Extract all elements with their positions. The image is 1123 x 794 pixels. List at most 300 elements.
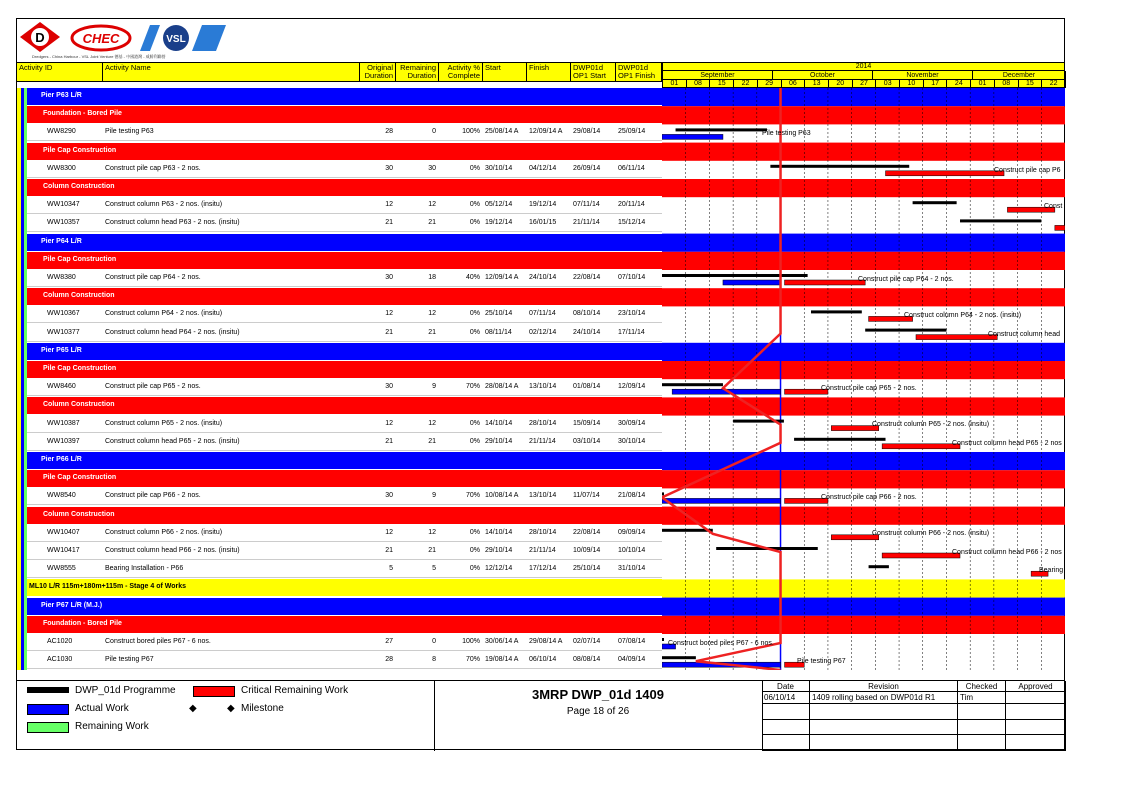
cell-start: 29/10/14 [485,437,513,445]
col-op1-start: DWP01d OP1 Start [571,63,616,81]
cell-pct: 0% [469,437,480,445]
wbs-subheader [27,143,662,160]
gantt-band [662,234,1065,252]
revision-empty-cell [958,720,1006,736]
activity-row [27,652,662,669]
actual-bar [662,134,723,139]
revision-cell: Tim [958,692,1006,704]
cell-pct: 0% [469,201,480,209]
cell-name: Construct column head P63 - 2 nos. (insitu) [105,219,240,227]
wbs-header [27,88,662,105]
cell-id: WW8290 [47,128,76,136]
cell-op1s: 24/10/14 [573,328,601,336]
col-remaining-duration: Remaining Duration [396,63,439,81]
cell-orig: 28 [385,128,393,136]
cell-id: WW10387 [47,419,80,427]
cell-name: Pile testing P63 [105,128,154,136]
cell-orig: 30 [385,383,393,391]
gantt-band [662,88,1065,106]
band-label: Pier P63 L/R [41,92,82,99]
gantt-label: Construct pile cap P6 [994,167,1061,174]
cell-start: 05/12/14 [485,201,513,209]
band-label: Pier P64 L/R [41,237,82,245]
cell-id: WW10367 [47,310,80,318]
cell-pct: 0% [469,219,480,227]
wbs-subheader [27,106,662,123]
programme-bar [960,219,1041,222]
activity-row [27,488,662,505]
cell-op1s: 26/09/14 [573,164,601,172]
cell-id: WW8300 [47,164,76,172]
cell-finish: 13/10/14 [529,383,557,391]
activity-row [27,215,662,232]
gantt-chart [662,88,1065,670]
cell-start: 19/08/14 A [485,656,519,664]
cell-orig: 30 [385,164,393,172]
programme-bar [865,329,946,332]
cell-id: WW10347 [47,201,80,209]
activity-row [27,561,662,578]
cell-orig: 12 [385,419,393,427]
cell-op1s: 01/08/14 [573,383,601,391]
programme-bar [869,565,889,568]
cell-orig: 27 [385,638,393,645]
cell-pct: 0% [469,164,480,172]
cell-start: 25/10/14 [485,310,513,318]
logo-area [18,20,658,62]
revision-empty-cell [1006,720,1066,736]
cell-orig: 12 [385,310,393,318]
cell-rem: 18 [428,274,436,281]
diamond-icon: ◆ [189,703,197,714]
gantt-band [662,143,1065,161]
gantt-label: Construct pile cap P65 - 2 nos. [821,385,917,392]
revision-header: Date [762,681,810,692]
gantt-label: Construct column head P66 - 2 nos [952,549,1062,556]
cell-orig: 12 [385,528,393,536]
gantt-label: Construct column P66 - 2 nos. (insitu) [872,530,990,537]
band-label: Pier P65 L/R [41,346,82,354]
band-label: Pile Cap Construction [43,146,117,154]
gantt-label: Const [1044,203,1063,210]
cell-orig: 30 [385,274,393,281]
cell-op1f: 21/08/14 [618,492,646,500]
cell-op1s: 08/10/14 [573,310,601,318]
cell-op1f: 30/10/14 [618,437,646,445]
col-finish: Finish [527,63,571,81]
programme-bar [662,638,664,641]
footer-legend [17,680,1065,751]
title-box [434,681,763,751]
critical-bar [882,553,960,558]
cell-name: Construct column P65 - 2 nos. (insitu) [105,419,223,427]
programme-bar [794,438,885,441]
revision-header: Checked [958,681,1006,692]
timeline-year: 2014 [663,63,1064,71]
timeline-day: 20 [829,80,853,88]
cell-rem: 12 [428,310,436,318]
cell-rem: 0 [432,128,436,136]
timeline-day: 10 [900,80,924,88]
cell-id: WW10417 [47,547,80,554]
cell-id: WW8555 [47,565,76,573]
cell-name: Construct column P66 - 2 nos. (insitu) [105,528,223,536]
cell-id: WW10397 [47,437,80,445]
cell-op1f: 09/09/14 [618,528,646,536]
col-start: Start [483,63,527,81]
wbs-header [27,343,662,360]
cell-finish: 19/12/14 [529,201,557,209]
revision-empty-cell [958,735,1006,751]
chec-logo [70,23,132,53]
svg-text:D: D [35,30,45,45]
cell-rem: 21 [428,547,436,554]
wbs-subheader [27,507,662,524]
timeline-day: 29 [758,80,782,88]
timeline-month: September [663,71,773,80]
timeline-month: December [973,71,1066,80]
cell-rem: 9 [432,383,436,391]
col-percent-complete: Activity % Complete [439,63,483,81]
revision-header: Approved [1006,681,1066,692]
drawing-title: 3MRP DWP_01d 1409 [532,687,664,702]
band-label: Foundation - Bored Pile [43,619,122,627]
legend-remaining: Remaining Work [75,721,149,732]
timeline-day: 24 [947,80,971,88]
svg-text:CHEC: CHEC [82,31,120,46]
gantt-label: Pile testing P67 [797,658,846,665]
cell-orig: 30 [385,492,393,500]
col-op1-finish: DWP01d OP1 Finish [616,63,662,81]
legend-box [17,681,435,751]
cell-op1f: 20/11/14 [618,201,645,209]
cell-finish: 29/08/14 A [529,638,563,645]
cell-orig: 21 [385,219,393,227]
cell-name: Construct column head P64 - 2 nos. (insitu) [105,328,240,336]
col-activity-id: Activity ID [17,63,103,81]
band-label: Column Construction [43,401,115,409]
cell-name: Construct pile cap P64 - 2 nos. [105,274,201,281]
svg-text:VSL: VSL [166,34,186,45]
cell-op1s: 08/08/14 [573,656,601,664]
timeline-day: 13 [805,80,829,88]
gantt-label: Construct column head P65 - 2 nos [952,440,1062,447]
gantt-band [662,288,1065,306]
critical-bar [886,171,1005,176]
revision-empty-cell [810,735,958,751]
timeline-day: 17 [924,80,948,88]
band-label: ML10 L/R 115m+180m+115m - Stage 4 of Works [29,583,187,591]
cell-op1s: 03/10/14 [573,437,601,445]
activity-row [27,416,662,433]
company-caption: Dredgers - China Harbour - VSL Joint Venture 德基 - 中國港灣 - 威勝利聯營 [32,54,166,59]
gantt-band [662,616,1065,634]
cell-pct: 0% [469,565,480,573]
band-label: Pile Cap Construction [43,474,117,482]
timeline-day: 22 [734,80,758,88]
cell-finish: 16/01/15 [529,219,557,227]
cell-rem: 9 [432,492,436,500]
programme-bar [662,656,696,659]
gantt-label: Construct bored piles P67 - 6 nos. [668,640,774,647]
programme-bar [662,274,808,277]
cell-id: WW10377 [47,328,80,336]
timeline-day: 15 [1019,80,1043,88]
cell-pct: 40% [465,274,480,281]
cell-id: AC1030 [47,656,73,664]
gantt-band [662,106,1065,124]
cell-start: 29/10/14 [485,547,513,554]
activity-row [27,270,662,287]
revision-empty-cell [762,704,810,720]
activity-row [27,325,662,342]
revision-empty-cell [958,704,1006,720]
activity-row [27,124,662,141]
actual-bar [723,280,781,285]
wbs-header [27,598,662,615]
cell-op1f: 31/10/14 [618,565,646,573]
cell-rem: 5 [432,565,436,573]
cell-op1s: 22/08/14 [573,274,601,281]
cell-name: Construct column head P66 - 2 nos. (insitu) [105,547,240,554]
timeline-day: 08 [687,80,711,88]
timeline-day: 08 [995,80,1019,88]
cell-name: Construct column P63 - 2 nos. (insitu) [105,201,223,209]
cell-op1s: 21/11/14 [573,219,600,227]
milestone-diamond-icon: ◆ [227,703,235,714]
vsl-logo [140,23,226,53]
cell-orig: 21 [385,437,393,445]
legend-remaining-swatch [27,722,69,733]
activity-row [27,634,662,651]
cell-start: 30/10/14 [485,164,513,172]
cell-start: 14/10/14 [485,419,513,427]
activity-row [27,306,662,323]
programme-bar [662,492,664,495]
cell-pct: 100% [462,638,480,645]
revision-table [762,681,1066,751]
cell-pct: 70% [465,492,480,500]
cell-op1s: 11/07/14 [573,492,600,500]
cell-start: 19/12/14 [485,219,513,227]
cell-op1s: 25/10/14 [573,565,601,573]
cell-finish: 21/11/14 [529,437,556,445]
legend-programme: DWP_01d Programme [75,685,176,696]
critical-bar [882,444,960,449]
cell-id: WW8540 [47,492,76,500]
revision-empty-cell [810,720,958,736]
critical-bar [785,280,866,285]
activity-table [17,88,662,670]
cell-start: 10/08/14 A [485,492,519,500]
cell-op1f: 30/09/14 [618,419,646,427]
cell-name: Pile testing P67 [105,656,154,664]
cell-op1s: 07/11/14 [573,201,600,209]
col-original-duration: Original Duration [360,63,396,81]
programme-bar [913,201,957,204]
page-number: Page 18 of 26 [566,706,630,717]
gantt-band [662,361,1065,379]
legend-critical: Critical Remaining Work [241,685,349,696]
cell-finish: 28/10/14 [529,528,557,536]
legend-critical-swatch [193,686,235,697]
timeline-day: 15 [710,80,734,88]
timeline-month: November [873,71,973,80]
wbs-subheader [27,616,662,633]
revision-cell: 1409 rolling based on DWP01d R1 [810,692,958,704]
cell-id: AC1020 [47,638,73,645]
cell-finish: 13/10/14 [529,492,557,500]
cell-op1f: 25/09/14 [618,128,646,136]
band-label: Column Construction [43,183,115,190]
cell-finish: 21/11/14 [529,547,556,554]
programme-bar [811,310,862,313]
cell-op1s: 22/08/14 [573,528,601,536]
cell-op1s: 29/08/14 [573,128,601,136]
timeline-day: 03 [876,80,900,88]
cell-finish: 07/11/14 [529,310,556,318]
cell-start: 12/09/14 A [485,274,519,281]
gantt-label: Construct pile cap P64 - 2 nos. [858,276,954,283]
gantt-label: Construct column P64 - 2 nos. (insitu) [904,312,1022,319]
revision-empty-cell [762,735,810,751]
activity-row [27,434,662,451]
legend-actual-swatch [27,704,69,715]
gantt-band [662,343,1065,361]
gantt-band [662,397,1065,415]
cell-id: WW8460 [47,383,76,391]
legend-programme-swatch [27,687,69,693]
cell-orig: 5 [389,565,393,573]
gantt-label: Construct column head [988,331,1060,338]
timeline-day: 01 [971,80,995,88]
wbs-subheader [27,397,662,414]
wbs-subheader [27,470,662,487]
cell-rem: 8 [432,656,436,664]
cell-op1f: 17/11/14 [618,328,645,336]
wbs-subheader [27,179,662,196]
gantt-band [662,598,1065,616]
activity-row [27,197,662,214]
dredging-logo [20,22,60,52]
cell-start: 25/08/14 A [485,128,519,136]
cell-rem: 21 [428,219,436,227]
cell-name: Construct pile cap P65 - 2 nos. [105,383,201,391]
revision-cell: 06/10/14 [762,692,810,704]
critical-bar [916,335,997,340]
cell-id: WW10407 [47,528,80,536]
gantt-band [662,579,1065,597]
cell-orig: 12 [385,201,393,209]
gantt-label: Bearing [1039,567,1064,574]
cell-pct: 0% [469,419,480,427]
cell-finish: 24/10/14 [529,274,557,281]
activity-row [27,543,662,560]
timeline-header [662,62,1065,88]
gantt-label: Construct pile cap P66 - 2 nos. [821,494,917,501]
band-label: Column Construction [43,292,115,300]
cell-op1f: 07/10/14 [618,274,646,281]
cell-op1s: 15/09/14 [573,419,601,427]
programme-bar [662,383,723,386]
gantt-band [662,470,1065,488]
wbs-header [27,452,662,469]
cell-orig: 28 [385,656,393,664]
cell-name: Construct pile cap P63 - 2 nos. [105,164,201,172]
gantt-band [662,452,1065,470]
programme-bar [770,165,909,168]
cell-name: Construct column head P65 - 2 nos. (insitu) [105,437,240,445]
cell-finish: 06/10/14 [529,656,557,664]
cell-op1f: 04/09/14 [618,656,646,664]
cell-rem: 30 [428,164,436,172]
wbs-header [27,234,662,251]
revision-cell [1006,692,1066,704]
cell-finish: 28/10/14 [529,419,557,427]
cell-pct: 0% [469,328,480,336]
cell-finish: 17/12/14 [529,565,557,573]
table-header [17,62,662,82]
timeline-month: October [773,71,873,80]
band-label: Pier P67 L/R (M.J.) [41,601,103,609]
revision-empty-cell [762,720,810,736]
wbs-stage [27,579,662,596]
timeline-day: 06 [782,80,806,88]
cell-name: Construct bored piles P67 - 6 nos. [105,638,211,645]
legend-milestone: Milestone [241,703,284,714]
cell-orig: 21 [385,328,393,336]
cell-op1f: 12/09/14 [618,383,646,391]
cell-op1f: 15/12/14 [618,219,646,227]
gantt-band [662,507,1065,525]
cell-op1s: 02/07/14 [573,638,601,645]
cell-op1s: 10/09/14 [573,547,601,554]
activity-row [27,161,662,178]
cell-rem: 12 [428,419,436,427]
critical-bar [1055,225,1065,230]
cell-name: Construct pile cap P66 - 2 nos. [105,492,201,500]
revision-empty-cell [1006,704,1066,720]
band-label: Pile Cap Construction [43,365,117,372]
band-label: Foundation - Bored Pile [43,110,122,118]
cell-pct: 0% [469,547,480,554]
activity-row [27,525,662,542]
gantt-label: Pile testing P63 [762,130,811,137]
cell-start: 08/11/14 [485,328,512,336]
band-label: Pier P66 L/R [41,456,82,463]
programme-bar [676,128,767,131]
cell-name: Bearing Installation - P66 [105,565,184,573]
col-activity-name: Activity Name [103,63,360,81]
cell-start: 14/10/14 [485,528,513,536]
timeline-day: 27 [853,80,877,88]
cell-pct: 70% [465,656,480,664]
cell-name: Construct column P64 - 2 nos. (insitu) [105,310,223,318]
cell-id: WW10357 [47,219,80,227]
cell-start: 28/08/14 A [485,383,519,391]
timeline-day: 01 [663,80,687,88]
revision-empty-cell [810,704,958,720]
cell-pct: 100% [462,128,480,136]
cell-start: 30/06/14 A [485,638,519,645]
cell-pct: 70% [465,383,480,391]
cell-rem: 21 [428,437,436,445]
wbs-subheader [27,252,662,269]
cell-pct: 0% [469,528,480,536]
cell-pct: 0% [469,310,480,318]
wbs-subheader [27,288,662,305]
revision-header: Revision [810,681,958,692]
